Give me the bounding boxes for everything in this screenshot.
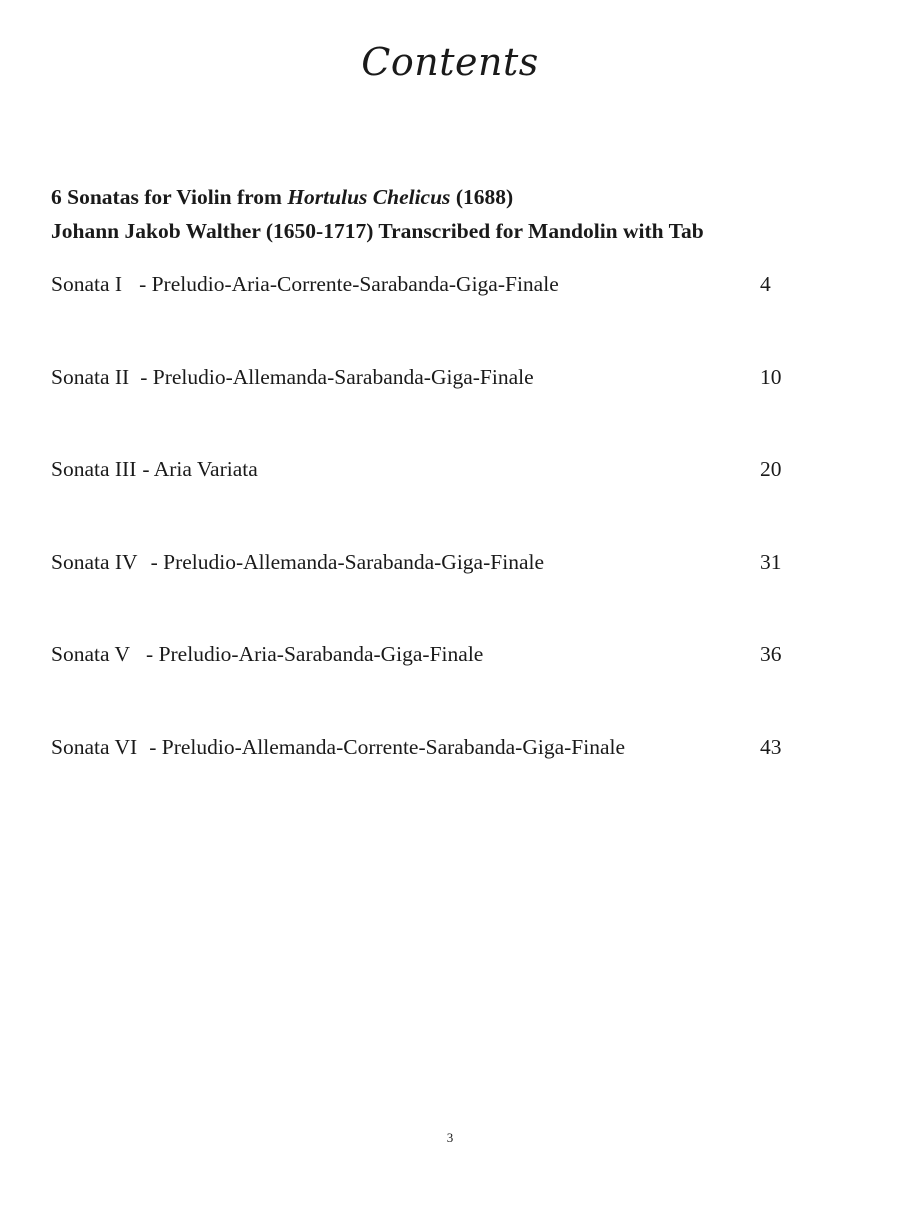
toc-movements: - Preludio-Aria-Corrente-Sarabanda-Giga-Finale — [139, 272, 559, 296]
toc-sonata-name: Sonata I — [51, 272, 123, 296]
heading-collection-title: Hortulus Chelicus — [287, 185, 451, 209]
toc-sonata-name: Sonata III — [51, 457, 137, 481]
toc-sonata-name: Sonata II — [51, 364, 130, 389]
collection-heading — [51, 180, 704, 248]
toc-sonata-name: Sonata VI — [51, 734, 138, 759]
heading-line-2: Johann Jakob Walther (1650-1717) Transcribed for Mandolin with Tab — [51, 219, 704, 243]
toc-entry-label — [51, 365, 534, 390]
toc-entry-sonata-1[interactable] — [51, 272, 811, 365]
toc-movements: - Preludio-Aria-Sarabanda-Giga-Finale — [146, 642, 484, 666]
toc-entry-label — [51, 272, 559, 297]
toc-page-number: 4 — [760, 272, 771, 296]
toc-entry-sonata-5[interactable] — [51, 642, 811, 735]
toc-entry-sonata-4[interactable] — [51, 550, 811, 643]
table-of-contents — [51, 272, 811, 827]
toc-entry-label — [51, 457, 258, 482]
toc-entry-label — [51, 642, 483, 667]
toc-page-number: 20 — [760, 457, 782, 481]
toc-page-number: 43 — [760, 734, 782, 759]
page-title: Contents — [361, 40, 539, 84]
page-number-footer: 3 — [446, 1130, 454, 1145]
toc-entry-sonata-3[interactable] — [51, 457, 811, 550]
heading-line-1-prefix: 6 Sonatas for Violin from — [51, 185, 288, 209]
heading-line-1 — [51, 180, 704, 214]
toc-sonata-name: Sonata IV — [51, 549, 138, 574]
toc-movements: - Preludio-Allemanda-Corrente-Sarabanda-Giga-Finale — [149, 734, 626, 759]
heading-line-1-suffix: (1688) — [450, 185, 514, 209]
toc-entry-sonata-6[interactable] — [51, 735, 811, 828]
toc-page-number: 10 — [760, 364, 782, 389]
toc-entry-label — [51, 735, 625, 760]
toc-movements: - Aria Variata — [142, 457, 258, 481]
toc-sonata-name: Sonata V — [51, 642, 131, 666]
toc-page-number: 31 — [760, 549, 782, 574]
toc-movements: - Preludio-Allemanda-Sarabanda-Giga-Finale — [140, 364, 534, 389]
toc-entry-sonata-2[interactable] — [51, 365, 811, 458]
toc-movements: - Preludio-Allemanda-Sarabanda-Giga-Finale — [150, 549, 545, 574]
toc-entry-label — [51, 550, 544, 575]
toc-page-number: 36 — [760, 642, 782, 666]
